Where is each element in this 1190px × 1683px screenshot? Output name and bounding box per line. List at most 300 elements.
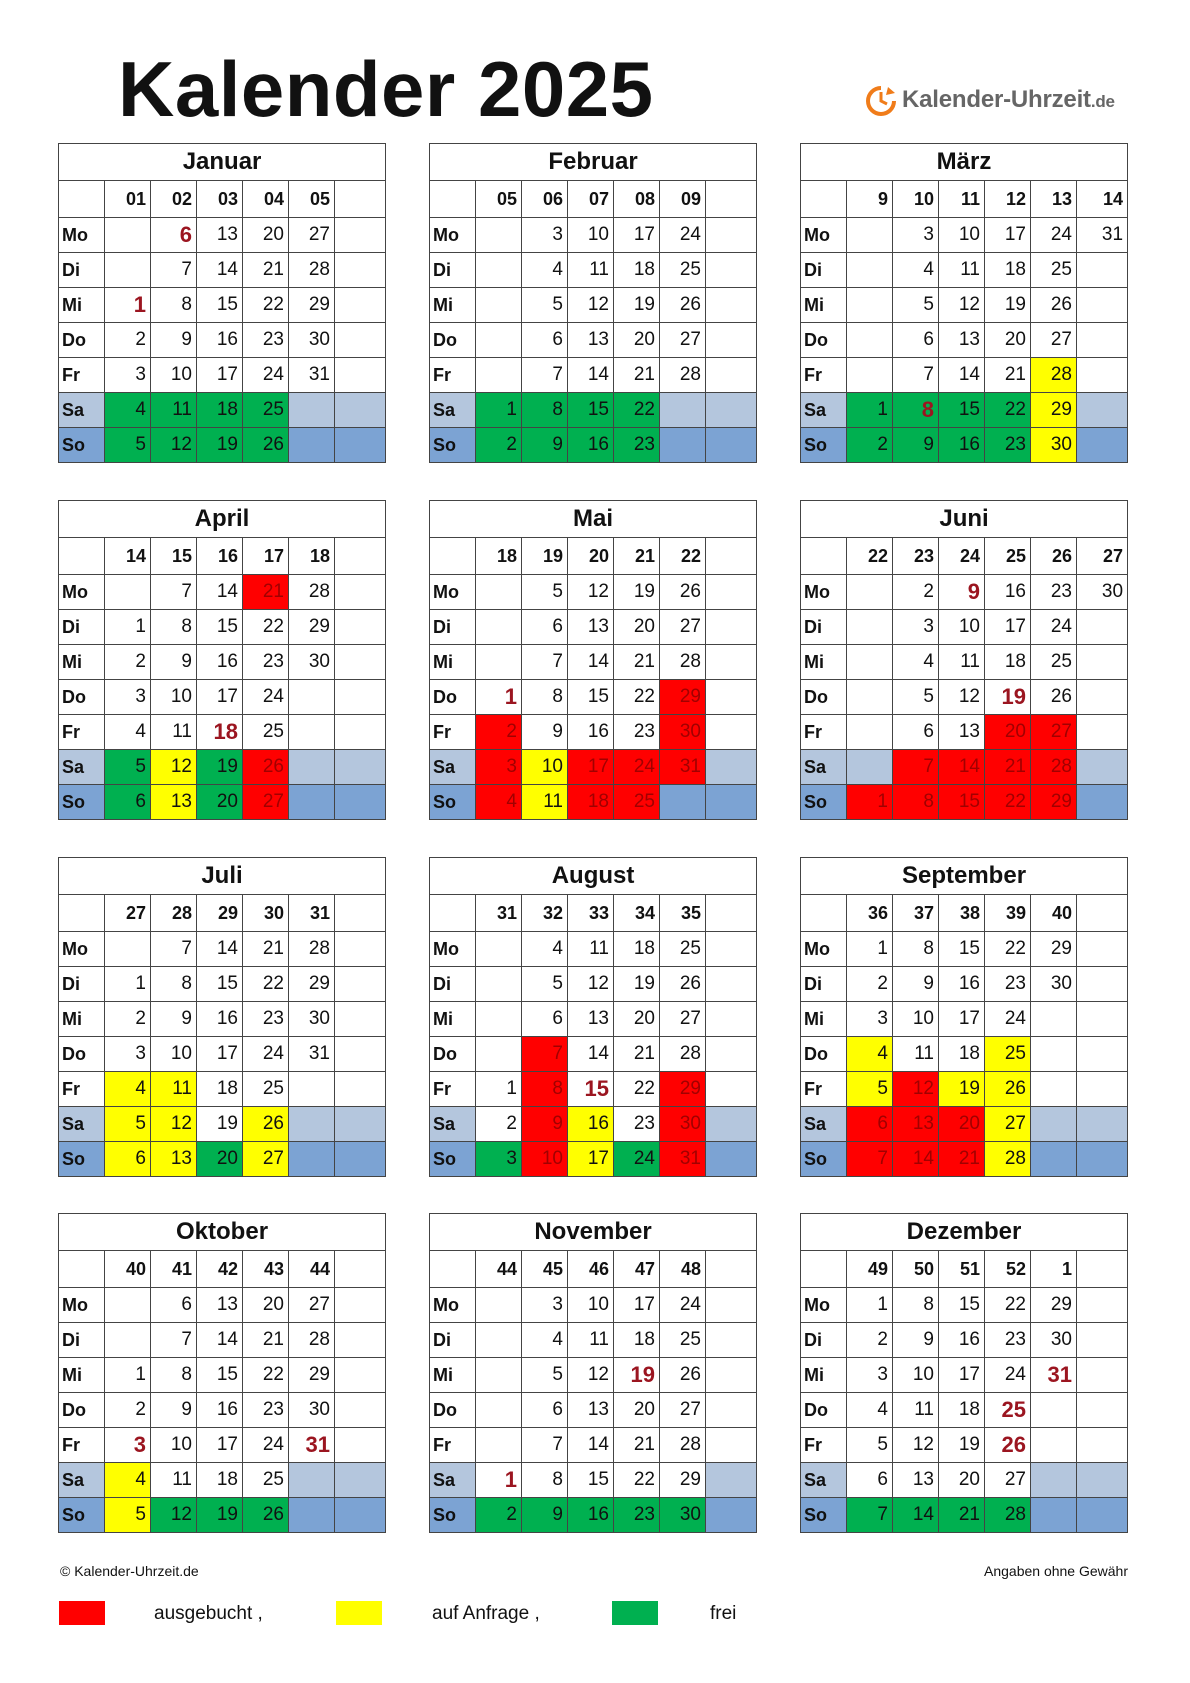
day-cell: 31 <box>289 358 335 393</box>
empty-cell <box>660 785 706 820</box>
empty-cell <box>706 575 757 610</box>
day-cell: 11 <box>568 253 614 288</box>
week-number: 46 <box>568 1251 614 1288</box>
empty-cell <box>476 1002 522 1037</box>
week-number: 33 <box>568 895 614 932</box>
day-cell: 9 <box>151 1002 197 1037</box>
day-cell: 8 <box>893 393 939 428</box>
day-cell: 5 <box>893 288 939 323</box>
empty-cell <box>476 645 522 680</box>
empty-cell <box>476 1393 522 1428</box>
day-cell: 4 <box>105 715 151 750</box>
month-name: Februar <box>430 144 757 181</box>
day-cell: 19 <box>614 575 660 610</box>
month-9 <box>58 1213 385 1533</box>
day-cell: 23 <box>985 1323 1031 1358</box>
empty-cell <box>289 1142 335 1177</box>
day-cell: 12 <box>151 750 197 785</box>
empty-cell <box>335 645 386 680</box>
day-cell: 15 <box>939 1288 985 1323</box>
weekday-label: Mo <box>430 218 476 253</box>
day-cell: 26 <box>660 575 706 610</box>
empty-cell <box>1077 323 1128 358</box>
day-cell: 7 <box>151 253 197 288</box>
day-cell: 1 <box>105 610 151 645</box>
empty-cell <box>105 1288 151 1323</box>
day-cell: 4 <box>522 253 568 288</box>
day-cell: 6 <box>151 218 197 253</box>
corner-cell <box>59 895 105 932</box>
weekday-label: Fr <box>430 1428 476 1463</box>
empty-cell <box>1031 1142 1077 1177</box>
day-cell: 15 <box>197 610 243 645</box>
day-cell: 28 <box>289 932 335 967</box>
week-number: 1 <box>1031 1251 1077 1288</box>
empty-cell <box>847 645 893 680</box>
day-cell: 29 <box>660 1072 706 1107</box>
empty-cell <box>706 288 757 323</box>
day-cell: 23 <box>243 645 289 680</box>
day-cell: 15 <box>568 1072 614 1107</box>
day-cell: 6 <box>847 1107 893 1142</box>
empty-cell <box>476 358 522 393</box>
empty-cell <box>706 610 757 645</box>
week-number <box>335 895 386 932</box>
empty-cell <box>1077 358 1128 393</box>
empty-cell <box>1077 1393 1128 1428</box>
empty-cell <box>1031 1037 1077 1072</box>
weekday-label: Do <box>59 680 105 715</box>
day-cell: 23 <box>614 715 660 750</box>
day-cell: 2 <box>893 575 939 610</box>
weekday-label: Sa <box>801 393 847 428</box>
day-cell: 21 <box>243 932 289 967</box>
day-cell: 9 <box>893 428 939 463</box>
day-cell: 4 <box>105 1463 151 1498</box>
day-cell: 25 <box>660 1323 706 1358</box>
month-name: August <box>430 858 757 895</box>
week-number: 32 <box>522 895 568 932</box>
day-cell: 9 <box>151 1393 197 1428</box>
day-cell: 22 <box>614 680 660 715</box>
day-cell: 22 <box>243 1358 289 1393</box>
weekday-label: So <box>801 1498 847 1533</box>
day-cell: 18 <box>939 1393 985 1428</box>
empty-cell <box>706 1393 757 1428</box>
empty-cell <box>476 610 522 645</box>
day-cell: 8 <box>151 1358 197 1393</box>
day-cell: 25 <box>614 785 660 820</box>
month-6 <box>58 857 385 1177</box>
day-cell: 16 <box>568 715 614 750</box>
day-cell: 4 <box>105 393 151 428</box>
day-cell: 8 <box>151 967 197 1002</box>
corner-cell <box>801 181 847 218</box>
week-number: 37 <box>893 895 939 932</box>
day-cell: 7 <box>522 645 568 680</box>
empty-cell <box>335 1428 386 1463</box>
empty-cell <box>289 750 335 785</box>
empty-cell <box>706 1428 757 1463</box>
day-cell: 17 <box>568 1142 614 1177</box>
week-number <box>706 538 757 575</box>
day-cell: 10 <box>568 1288 614 1323</box>
day-cell: 15 <box>568 393 614 428</box>
day-cell: 19 <box>985 288 1031 323</box>
day-cell: 16 <box>568 428 614 463</box>
weekday-label: Do <box>801 323 847 358</box>
empty-cell <box>1077 610 1128 645</box>
week-number: 40 <box>105 1251 151 1288</box>
empty-cell <box>1077 393 1128 428</box>
week-number: 21 <box>614 538 660 575</box>
week-number: 18 <box>289 538 335 575</box>
day-cell: 24 <box>614 1142 660 1177</box>
empty-cell <box>335 393 386 428</box>
day-cell: 3 <box>476 1142 522 1177</box>
day-cell: 25 <box>243 1463 289 1498</box>
day-cell: 20 <box>614 610 660 645</box>
day-cell: 18 <box>985 253 1031 288</box>
day-cell: 2 <box>476 428 522 463</box>
empty-cell <box>706 680 757 715</box>
weekday-label: Mo <box>430 932 476 967</box>
day-cell: 18 <box>197 1072 243 1107</box>
weekday-label: Do <box>430 1393 476 1428</box>
day-cell: 25 <box>243 393 289 428</box>
week-number: 27 <box>1077 538 1128 575</box>
day-cell: 31 <box>289 1428 335 1463</box>
empty-cell <box>289 428 335 463</box>
weekday-label: Di <box>59 1323 105 1358</box>
day-cell: 24 <box>1031 218 1077 253</box>
empty-cell <box>706 1498 757 1533</box>
weekday-label: Sa <box>430 393 476 428</box>
day-cell: 24 <box>614 750 660 785</box>
day-cell: 16 <box>568 1107 614 1142</box>
week-number <box>1077 895 1128 932</box>
day-cell: 27 <box>985 1463 1031 1498</box>
weekday-label: So <box>59 1142 105 1177</box>
day-cell: 11 <box>893 1037 939 1072</box>
day-cell: 10 <box>151 1428 197 1463</box>
empty-cell <box>476 1288 522 1323</box>
day-cell: 4 <box>847 1393 893 1428</box>
day-cell: 1 <box>847 785 893 820</box>
week-number: 51 <box>939 1251 985 1288</box>
month-7 <box>429 857 756 1177</box>
day-cell: 7 <box>522 358 568 393</box>
empty-cell <box>476 253 522 288</box>
weekday-label: Mo <box>59 218 105 253</box>
day-cell: 30 <box>1031 1323 1077 1358</box>
day-cell: 8 <box>151 610 197 645</box>
empty-cell <box>335 1002 386 1037</box>
day-cell: 2 <box>105 323 151 358</box>
weekday-label: Fr <box>801 715 847 750</box>
day-cell: 30 <box>289 1393 335 1428</box>
week-number: 03 <box>197 181 243 218</box>
empty-cell <box>847 715 893 750</box>
day-cell: 17 <box>197 358 243 393</box>
day-cell: 7 <box>522 1037 568 1072</box>
day-cell: 10 <box>568 218 614 253</box>
weekday-label: Di <box>430 1323 476 1358</box>
day-cell: 20 <box>985 323 1031 358</box>
weekday-label: Do <box>801 1393 847 1428</box>
day-cell: 14 <box>939 750 985 785</box>
empty-cell <box>706 1323 757 1358</box>
day-cell: 29 <box>1031 1288 1077 1323</box>
weekday-label: Do <box>801 1037 847 1072</box>
empty-cell <box>706 428 757 463</box>
weekday-label: So <box>430 785 476 820</box>
day-cell: 25 <box>985 1393 1031 1428</box>
empty-cell <box>1077 253 1128 288</box>
day-cell: 1 <box>847 393 893 428</box>
day-cell: 21 <box>939 1142 985 1177</box>
day-cell: 20 <box>614 1393 660 1428</box>
week-number: 41 <box>151 1251 197 1288</box>
week-number: 30 <box>243 895 289 932</box>
day-cell: 9 <box>151 323 197 358</box>
day-cell: 30 <box>1031 967 1077 1002</box>
empty-cell <box>105 218 151 253</box>
empty-cell <box>476 967 522 1002</box>
day-cell: 19 <box>197 1498 243 1533</box>
day-cell: 26 <box>1031 288 1077 323</box>
empty-cell <box>289 1498 335 1533</box>
empty-cell <box>335 288 386 323</box>
day-cell: 17 <box>614 1288 660 1323</box>
empty-cell <box>706 1288 757 1323</box>
day-cell: 28 <box>660 1428 706 1463</box>
weekday-label: Fr <box>59 715 105 750</box>
weekday-label: Do <box>59 1037 105 1072</box>
day-cell: 1 <box>847 1288 893 1323</box>
empty-cell <box>476 218 522 253</box>
corner-cell <box>59 1251 105 1288</box>
week-number: 42 <box>197 1251 243 1288</box>
day-cell: 3 <box>105 358 151 393</box>
day-cell: 22 <box>614 393 660 428</box>
week-number: 09 <box>660 181 706 218</box>
empty-cell <box>335 1463 386 1498</box>
empty-cell <box>706 715 757 750</box>
day-cell: 8 <box>522 1463 568 1498</box>
day-cell: 23 <box>985 428 1031 463</box>
week-number: 04 <box>243 181 289 218</box>
day-cell: 7 <box>522 1428 568 1463</box>
weekday-label: Mo <box>801 932 847 967</box>
month-11 <box>800 1213 1127 1533</box>
weekday-label: Sa <box>430 1463 476 1498</box>
day-cell: 1 <box>476 1072 522 1107</box>
week-number <box>335 181 386 218</box>
empty-cell <box>660 393 706 428</box>
day-cell: 21 <box>614 645 660 680</box>
week-number <box>335 1251 386 1288</box>
day-cell: 8 <box>893 1288 939 1323</box>
week-number: 11 <box>939 181 985 218</box>
empty-cell <box>706 218 757 253</box>
day-cell: 21 <box>614 1428 660 1463</box>
day-cell: 31 <box>289 1037 335 1072</box>
day-cell: 7 <box>151 1323 197 1358</box>
day-cell: 29 <box>289 610 335 645</box>
day-cell: 14 <box>568 1428 614 1463</box>
day-cell: 31 <box>1031 1358 1077 1393</box>
weekday-label: Mi <box>430 288 476 323</box>
day-cell: 11 <box>151 1463 197 1498</box>
copyright-note: © Kalender-Uhrzeit.de <box>60 1563 199 1579</box>
day-cell: 22 <box>243 967 289 1002</box>
day-cell: 20 <box>614 323 660 358</box>
day-cell: 28 <box>289 1323 335 1358</box>
empty-cell <box>1031 1428 1077 1463</box>
empty-cell <box>706 932 757 967</box>
weekday-label: Mi <box>801 1358 847 1393</box>
weekday-label: Fr <box>430 1072 476 1107</box>
day-cell: 24 <box>660 1288 706 1323</box>
day-cell: 13 <box>939 715 985 750</box>
day-cell: 4 <box>522 1323 568 1358</box>
weekday-label: Di <box>801 967 847 1002</box>
weekday-label: Di <box>801 1323 847 1358</box>
day-cell: 3 <box>105 1037 151 1072</box>
weekday-label: Do <box>430 323 476 358</box>
empty-cell <box>1077 1498 1128 1533</box>
day-cell: 23 <box>243 1002 289 1037</box>
day-cell: 28 <box>985 1142 1031 1177</box>
weekday-label: Sa <box>430 750 476 785</box>
day-cell: 5 <box>522 575 568 610</box>
week-number: 05 <box>476 181 522 218</box>
empty-cell <box>1077 1358 1128 1393</box>
day-cell: 2 <box>476 1107 522 1142</box>
day-cell: 19 <box>985 680 1031 715</box>
day-cell: 30 <box>1077 575 1128 610</box>
week-number: 01 <box>105 181 151 218</box>
day-cell: 27 <box>660 1002 706 1037</box>
day-cell: 22 <box>985 1288 1031 1323</box>
weekday-label: Fr <box>430 715 476 750</box>
month-4 <box>429 500 756 820</box>
empty-cell <box>1031 1072 1077 1107</box>
day-cell: 29 <box>660 680 706 715</box>
week-number: 28 <box>151 895 197 932</box>
empty-cell <box>335 680 386 715</box>
day-cell: 18 <box>614 1323 660 1358</box>
empty-cell <box>1077 1002 1128 1037</box>
day-cell: 3 <box>105 1428 151 1463</box>
week-number: 10 <box>893 181 939 218</box>
day-cell: 10 <box>151 1037 197 1072</box>
week-number: 26 <box>1031 538 1077 575</box>
day-cell: 20 <box>197 785 243 820</box>
month-name: April <box>59 501 386 538</box>
day-cell: 26 <box>1031 680 1077 715</box>
day-cell: 14 <box>893 1142 939 1177</box>
empty-cell <box>335 610 386 645</box>
day-cell: 28 <box>985 1498 1031 1533</box>
week-number: 15 <box>151 538 197 575</box>
week-number: 05 <box>289 181 335 218</box>
day-cell: 3 <box>476 750 522 785</box>
day-cell: 24 <box>1031 610 1077 645</box>
month-8 <box>800 857 1127 1177</box>
empty-cell <box>847 253 893 288</box>
day-cell: 25 <box>1031 645 1077 680</box>
empty-cell <box>1077 1323 1128 1358</box>
empty-cell <box>1077 1142 1128 1177</box>
weekday-label: Di <box>59 610 105 645</box>
weekday-label: Fr <box>59 1072 105 1107</box>
legend-label-booked: ausgebucht , <box>154 1603 263 1624</box>
month-name: November <box>430 1214 757 1251</box>
day-cell: 20 <box>614 1002 660 1037</box>
weekday-label: Fr <box>801 358 847 393</box>
day-cell: 28 <box>289 253 335 288</box>
empty-cell <box>1077 428 1128 463</box>
week-number: 49 <box>847 1251 893 1288</box>
weekday-label: Fr <box>801 1072 847 1107</box>
week-number: 27 <box>105 895 151 932</box>
day-cell: 23 <box>614 1107 660 1142</box>
day-cell: 21 <box>985 358 1031 393</box>
week-number <box>706 895 757 932</box>
day-cell: 13 <box>197 218 243 253</box>
legend-swatch-on-request <box>336 1601 382 1625</box>
day-cell: 8 <box>522 680 568 715</box>
week-number: 50 <box>893 1251 939 1288</box>
day-cell: 10 <box>522 1142 568 1177</box>
day-cell: 28 <box>1031 358 1077 393</box>
day-cell: 23 <box>243 1393 289 1428</box>
month-name: Oktober <box>59 1214 386 1251</box>
weekday-label: Di <box>801 253 847 288</box>
weekday-label: Di <box>430 967 476 1002</box>
day-cell: 17 <box>985 610 1031 645</box>
day-cell: 3 <box>847 1358 893 1393</box>
corner-cell <box>430 895 476 932</box>
empty-cell <box>1077 1107 1128 1142</box>
day-cell: 19 <box>614 288 660 323</box>
empty-cell <box>706 393 757 428</box>
empty-cell <box>1077 967 1128 1002</box>
day-cell: 9 <box>939 575 985 610</box>
day-cell: 11 <box>568 932 614 967</box>
week-number: 45 <box>522 1251 568 1288</box>
day-cell: 7 <box>893 750 939 785</box>
empty-cell <box>289 680 335 715</box>
corner-cell <box>430 1251 476 1288</box>
day-cell: 1 <box>476 680 522 715</box>
weekday-label: Fr <box>59 1428 105 1463</box>
day-cell: 29 <box>1031 932 1077 967</box>
day-cell: 5 <box>105 750 151 785</box>
day-cell: 24 <box>243 1428 289 1463</box>
month-name: März <box>801 144 1128 181</box>
day-cell: 5 <box>847 1428 893 1463</box>
day-cell: 9 <box>893 967 939 1002</box>
day-cell: 17 <box>197 1428 243 1463</box>
empty-cell <box>706 645 757 680</box>
day-cell: 26 <box>243 750 289 785</box>
day-cell: 13 <box>151 1142 197 1177</box>
empty-cell <box>1077 1288 1128 1323</box>
day-cell: 6 <box>847 1463 893 1498</box>
